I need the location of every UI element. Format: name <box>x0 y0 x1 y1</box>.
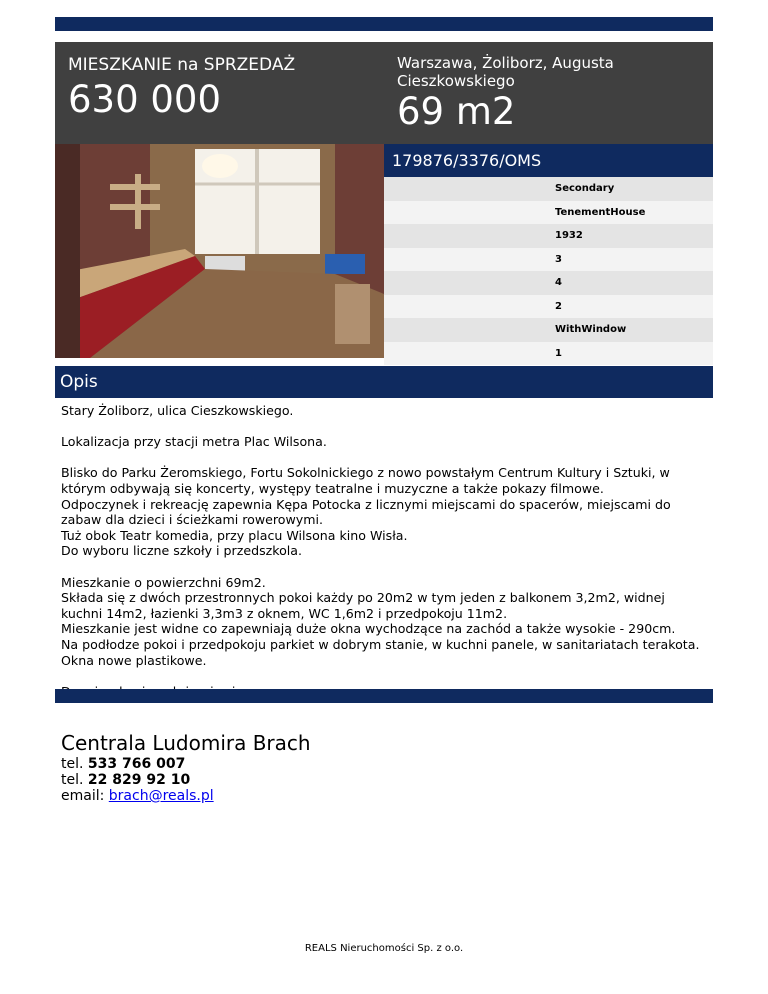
email-label: email: <box>61 788 109 804</box>
description-paragraph: Lokalizacja przy stacji metra Plac Wilsona. <box>61 434 327 450</box>
agent-name: Centrala Ludomira Brach <box>61 731 311 755</box>
top-bar <box>55 17 713 31</box>
footer-company: REALS Nieruchomości Sp. z o.o. <box>304 943 464 954</box>
detail-row: 3 <box>384 248 713 272</box>
address: Warszawa, Żoliborz, Augusta Cieszkowskiego <box>397 54 614 90</box>
phone-number: 22 829 92 10 <box>87 772 191 788</box>
detail-row: WithWindow <box>384 318 713 342</box>
phone-line <box>61 772 661 788</box>
description-heading: Opis <box>55 366 713 398</box>
tel-label: tel. <box>61 756 88 772</box>
reference-number: 179876/3376/OMS <box>384 144 713 177</box>
bottom-bar <box>55 689 713 703</box>
details-panel <box>384 144 713 365</box>
area: 69 m2 <box>397 90 516 133</box>
price: 630 000 <box>68 78 222 121</box>
detail-row: 2 <box>384 295 713 319</box>
phone-line <box>61 756 661 772</box>
detail-row: 4 <box>384 271 713 295</box>
description-paragraph: Stary Żoliborz, ulica Cieszkowskiego. <box>61 403 294 418</box>
tel-label: tel. <box>61 772 88 788</box>
detail-row: 1932 <box>384 224 713 248</box>
detail-row: 1 <box>384 342 713 366</box>
listing-header <box>55 42 713 144</box>
contact-block <box>61 730 661 804</box>
email-link[interactable]: brach@reals.pl <box>108 788 214 804</box>
kitchen-photo <box>55 144 384 358</box>
email-line <box>61 788 661 804</box>
description-paragraph: Mieszkanie o powierzchni 69m2. Składa się z dwóch przestronnych pokoi każdy po 20m2 w tym jeden z balkonem 3,2m2, widnej kuchni 14m2, łazienki 3,3m3 z oknem, WC 1,6m2 i przedpokoju 11m2. Mieszkanie jest widne co zapewniają duże okna wychodzące na zachód a także wysokie - 290cm. Na podłodze pokoi i przedpokoju parkiet w dobrym stanie, w kuchni panele, w sanitariatach terakota. Okna nowe plastikowe. <box>61 574 700 668</box>
detail-row: TenementHouse <box>384 201 713 225</box>
phone-number: 533 766 007 <box>87 756 186 772</box>
detail-row: Secondary <box>384 177 713 201</box>
description-paragraph: Blisko do Parku Żeromskiego, Fortu Sokolnickiego z nowo powstałym Centrum Kultury i Sztuki, w którym odbywają się koncerty, występy teatralne i muzyczne a także pokazy filmowe. Odpoczynek i rekreację zapewnia Kępa Potocka z licznymi miejscami do spacerów, miejscami do zabaw dla dzieci i ścieżkami rowerowymi. Tuż obok Teatr komedia, przy placu Wilsona kino Wisła. Do wyboru liczne szkoły i przedszkola. <box>61 465 671 559</box>
description-body <box>61 403 709 715</box>
listing-type: MIESZKANIE na SPRZEDAŻ <box>68 55 296 75</box>
